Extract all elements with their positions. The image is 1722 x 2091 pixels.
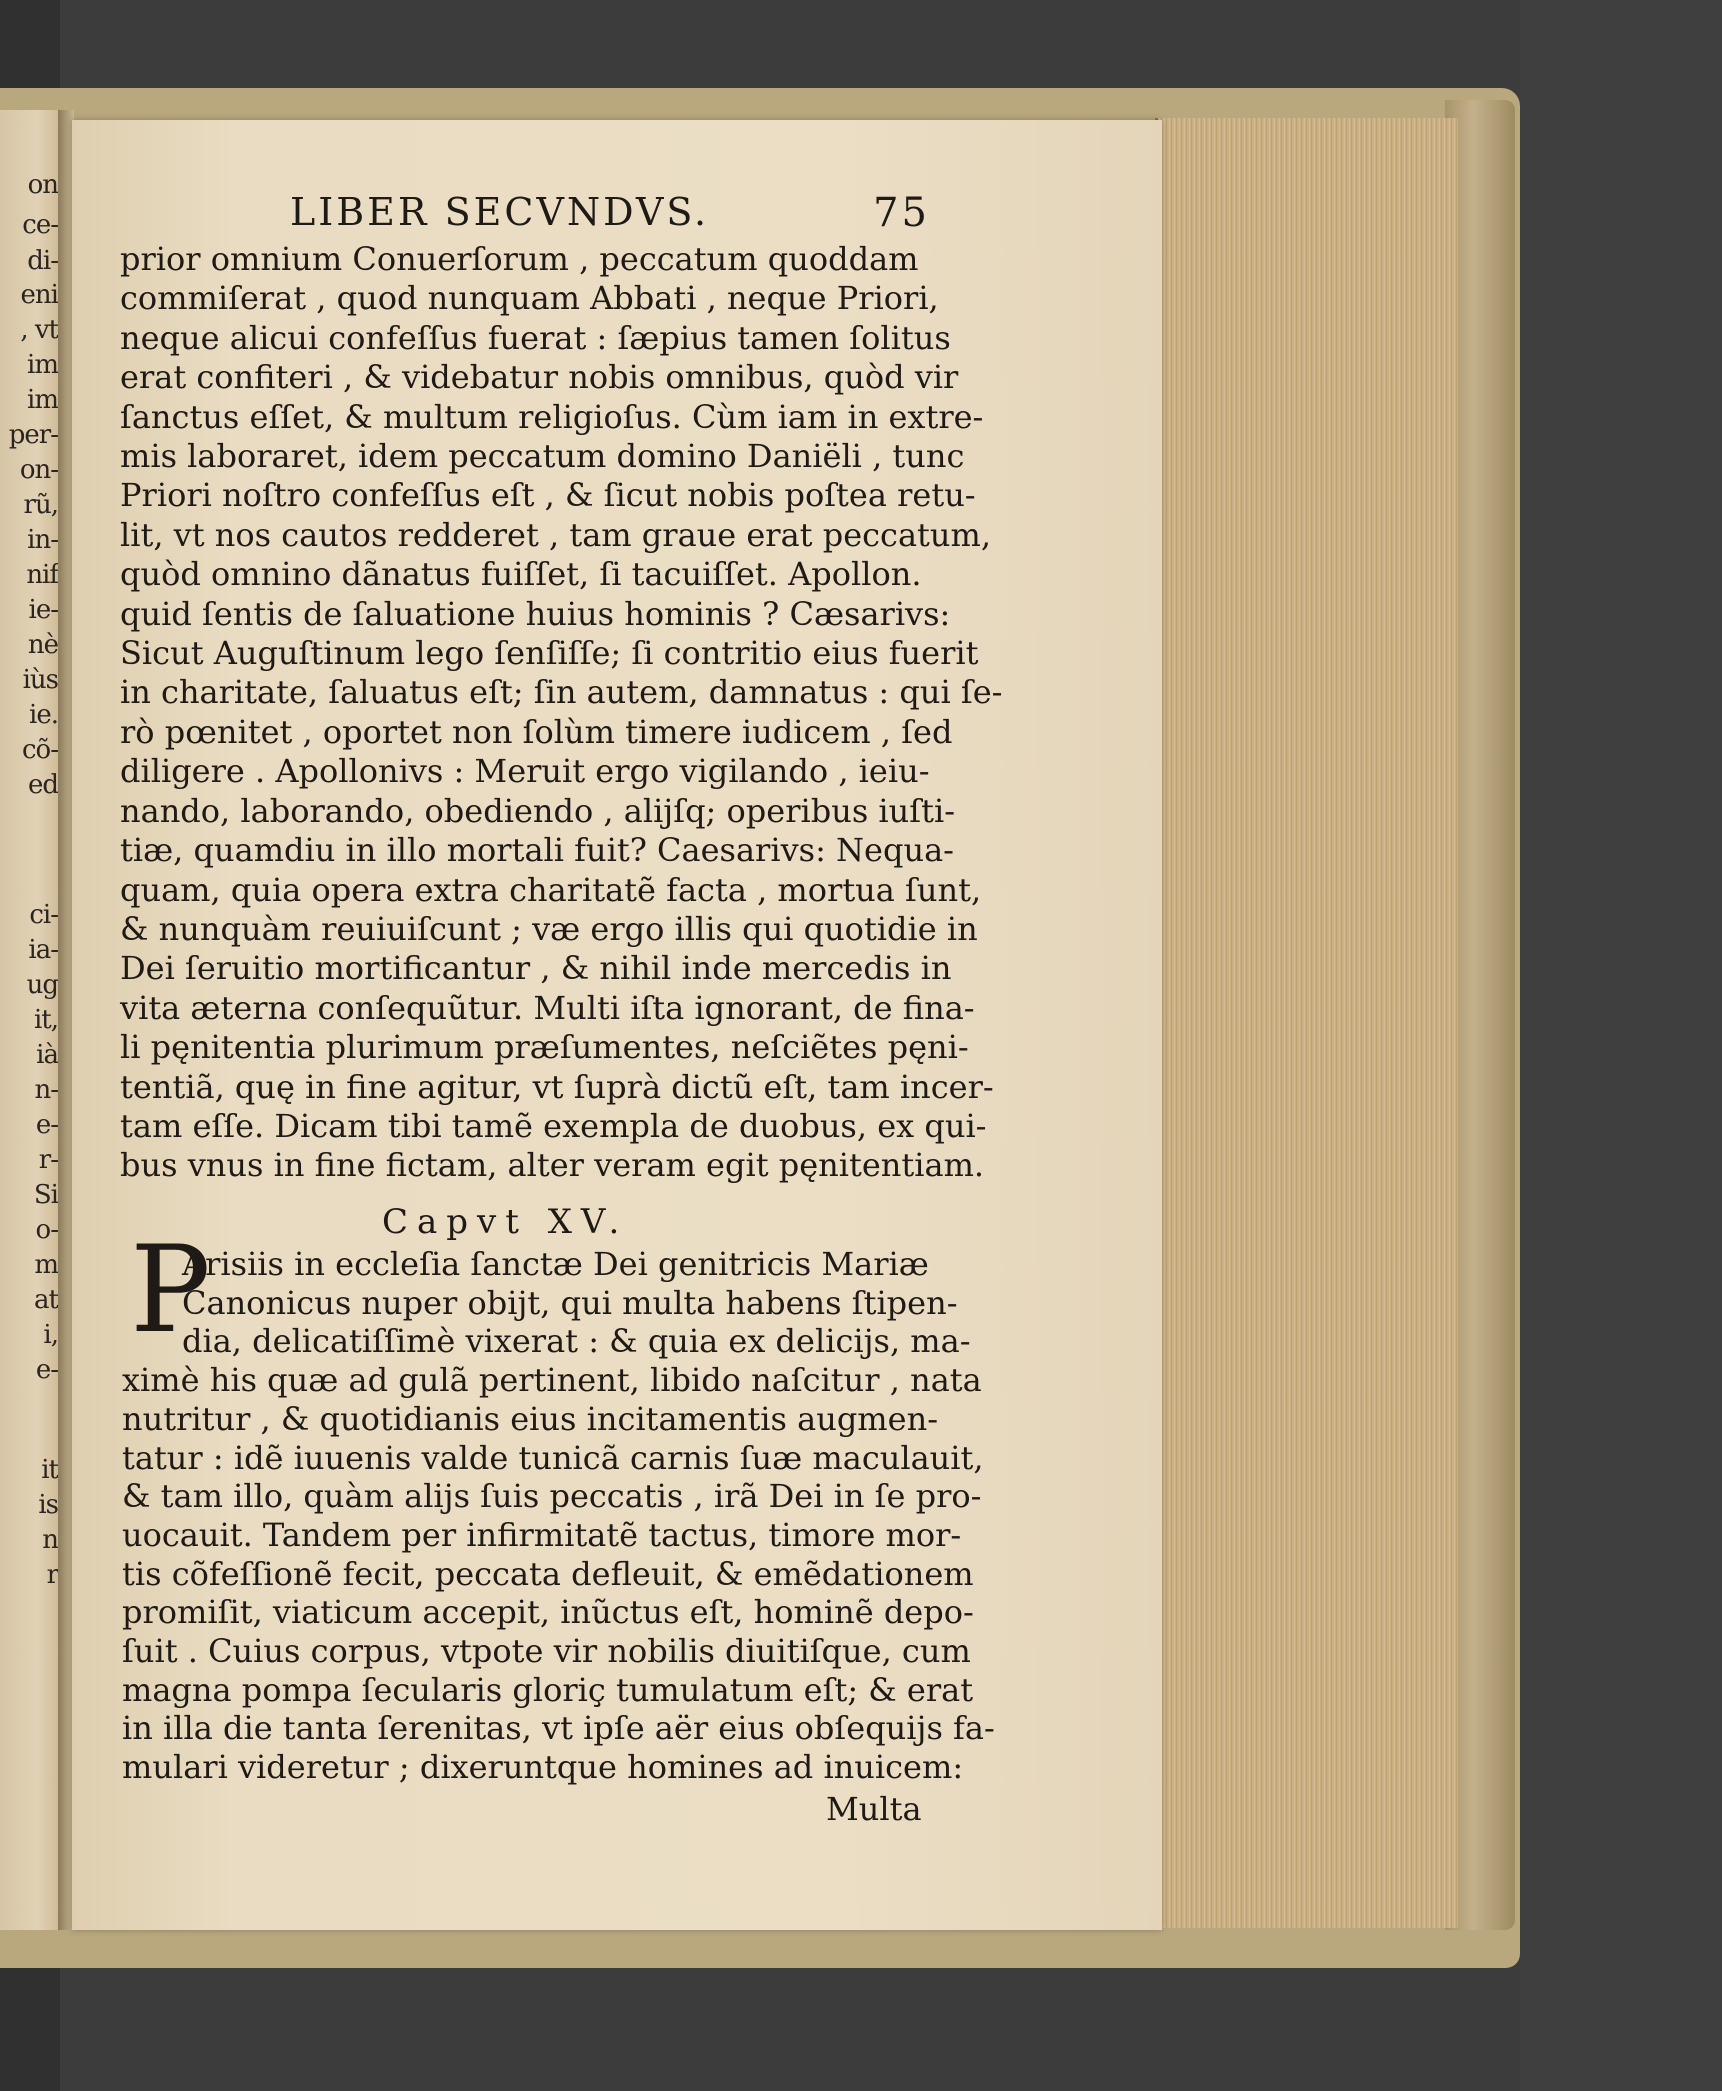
text-line: tatur : idẽ iuuenis valde tunicã carnis ſuæ maculauit, bbox=[122, 1438, 984, 1477]
text-line: tis cõfeſſionẽ fecit, peccata defleuit, & emẽdationem bbox=[122, 1554, 974, 1593]
margin-fragment: m bbox=[34, 1250, 58, 1280]
text-line: nutritur , & quotidianis eius incitamentis augmen- bbox=[122, 1399, 938, 1438]
margin-fragment: o- bbox=[35, 1215, 58, 1245]
margin-fragment: ug bbox=[26, 970, 58, 1000]
margin-fragment: ie. bbox=[29, 700, 58, 730]
margin-fragment: di- bbox=[27, 246, 58, 276]
text-line: tiæ, quamdiu in illo mortali fuit? Caesarivs: Nequa- bbox=[120, 831, 954, 870]
chapter-text bbox=[122, 1245, 995, 1787]
text-line: Priori noſtro confeſſus eſt , & ſicut nobis poſtea retu- bbox=[120, 476, 976, 515]
text-line: promiſit, viaticum accepit, inũctus eſt, hominẽ depo- bbox=[122, 1593, 974, 1632]
text-line: & tam illo, quàm alijs ſuis peccatis , irã Dei in ſe pro- bbox=[122, 1477, 982, 1516]
margin-fragment: im bbox=[27, 385, 58, 415]
text-line: prior omnium Conuerſorum , peccatum quoddam bbox=[120, 240, 919, 278]
margin-fragment: nè bbox=[27, 630, 58, 660]
text-line: tam eſſe. Dicam tibi tamẽ exempla de duobus, ex qui- bbox=[120, 1106, 987, 1145]
margin-fragment: ia- bbox=[28, 935, 58, 965]
margin-fragment: ie- bbox=[28, 595, 58, 625]
left-page-fragment bbox=[0, 110, 62, 1930]
text-line: mis laboraret, idem peccatum domino Daniëli , tunc bbox=[120, 437, 965, 476]
text-line: dia, delicatiſſimè vixerat : & quia ex delicijs, ma- bbox=[182, 1322, 971, 1361]
drop-capital: P bbox=[130, 1221, 211, 1360]
text-line: quid ſentis de ſaluatione huius hominis ? Cæsarivs: bbox=[120, 594, 951, 633]
margin-fragment: rũ, bbox=[23, 490, 58, 520]
margin-fragment: eni bbox=[20, 280, 58, 310]
margin-fragment: at bbox=[34, 1285, 58, 1315]
page-number: 75 bbox=[873, 190, 930, 236]
text-line: Canonicus nuper obijt, qui multa habens ſtipen- bbox=[182, 1283, 958, 1322]
text-line: quam, quia opera extra charitatẽ facta , mortua ſunt, bbox=[120, 870, 982, 909]
margin-fragment: on- bbox=[19, 455, 58, 485]
margin-fragment: r- bbox=[38, 1145, 58, 1175]
margin-fragment: ià bbox=[36, 1040, 58, 1070]
text-line: lit, vt nos cautos redderet , tam graue erat peccatum, bbox=[120, 515, 992, 554]
margin-fragment: iùs bbox=[22, 665, 58, 695]
running-header bbox=[290, 190, 930, 242]
margin-fragment: ci- bbox=[29, 900, 58, 930]
text-line: ximè his quæ ad gulã pertinent, libido naſcitur , nata bbox=[122, 1361, 982, 1400]
text-line: magna pompa ſecularis gloriç tumulatum eſt; & erat bbox=[122, 1670, 974, 1709]
chapter-heading: Capvt XV. bbox=[382, 1202, 629, 1242]
text-line: erat confiteri , & videbatur nobis omnibus, quòd vir bbox=[120, 358, 959, 397]
text-line: Dei ſeruitio mortificantur , & nihil inde mercedis in bbox=[120, 949, 952, 988]
margin-fragment: it bbox=[41, 1455, 58, 1485]
margin-fragment: per- bbox=[8, 420, 58, 450]
margin-fragment: n bbox=[42, 1525, 58, 1555]
margin-fragment: is bbox=[38, 1490, 58, 1520]
margin-fragment: n- bbox=[34, 1075, 58, 1105]
text-line: mulari videretur ; dixeruntque homines ad inuicem: bbox=[122, 1748, 964, 1787]
text-line: Sicut Auguſtinum lego ſenſiſſe; ſi contritio eius fuerit bbox=[120, 634, 979, 673]
text-line: & nunquàm reuiuiſcunt ; væ ergo illis qui quotidie in bbox=[120, 909, 978, 948]
catchword: Multa bbox=[826, 1790, 922, 1828]
text-line: nando, laborando, obediendo , alijſq; operibus iuſti- bbox=[120, 791, 955, 830]
margin-fragment: e- bbox=[35, 1355, 58, 1385]
margin-fragment: it, bbox=[33, 1005, 58, 1035]
page-edges bbox=[1155, 118, 1458, 1928]
text-line: tentiã, quę in fine agitur, vt ſuprà dictũ eſt, tam incer- bbox=[120, 1067, 994, 1106]
text-line: ſuit . Cuius corpus, vtpote vir nobilis diuitiſque, cum bbox=[122, 1632, 971, 1671]
text-line: in charitate, ſaluatus eſt; ſin autem, damnatus : qui ſe- bbox=[120, 673, 1003, 712]
margin-fragment: on bbox=[27, 170, 58, 200]
text-line: bus vnus in fine fictam, alter veram egit pęnitentiam. bbox=[120, 1146, 985, 1185]
text-line: in illa die tanta ſerenitas, vt ipſe aër eius obſequijs fa- bbox=[122, 1709, 995, 1748]
margin-fragment: in- bbox=[27, 525, 58, 555]
margin-fragment: im bbox=[27, 350, 58, 380]
margin-fragment: cõ- bbox=[22, 735, 58, 765]
text-line: uocauit. Tandem per infirmitatẽ tactus, timore mor- bbox=[122, 1515, 962, 1554]
text-line: ſanctus eſſet, & multum religioſus. Cùm iam in extre- bbox=[120, 397, 984, 436]
text-line: rò pœnitet , oportet non ſolùm timere iudicem , ſed bbox=[120, 712, 953, 751]
text-line: commiſerat , quod nunquam Abbati , neque Priori, bbox=[120, 279, 939, 318]
text-line: li pęnitentia plurimum præſumentes, neſciẽtes pęni- bbox=[120, 1028, 969, 1067]
margin-fragment: r bbox=[46, 1560, 58, 1590]
body-text bbox=[120, 240, 1003, 1186]
text-line: quòd omnino dãnatus fuiſſet, ſi tacuiſſet. Apollon. bbox=[120, 555, 922, 594]
margin-fragment: Si bbox=[33, 1180, 58, 1210]
running-title: LIBER SECVNDVS. bbox=[290, 190, 710, 234]
text-line: neque alicui confeſſus fuerat : ſæpius tamen ſolitus bbox=[120, 318, 951, 357]
margin-fragment: , vt bbox=[20, 315, 58, 345]
margin-fragment: i, bbox=[43, 1320, 58, 1350]
text-line: diligere . Apollonivs : Meruit ergo vigilando , ieiu- bbox=[120, 752, 930, 791]
text-line: Arisiis in eccleſia ſanctæ Dei genitricis Mariæ bbox=[182, 1245, 929, 1283]
margin-fragment: ce- bbox=[22, 210, 58, 240]
backdrop-right bbox=[1520, 0, 1722, 2091]
text-line: vita æterna conſequũtur. Multi iſta ignorant, de fina- bbox=[120, 988, 975, 1027]
margin-fragment: ed bbox=[27, 770, 58, 800]
margin-fragment: nif bbox=[26, 560, 58, 590]
margin-fragment: e- bbox=[35, 1110, 58, 1140]
